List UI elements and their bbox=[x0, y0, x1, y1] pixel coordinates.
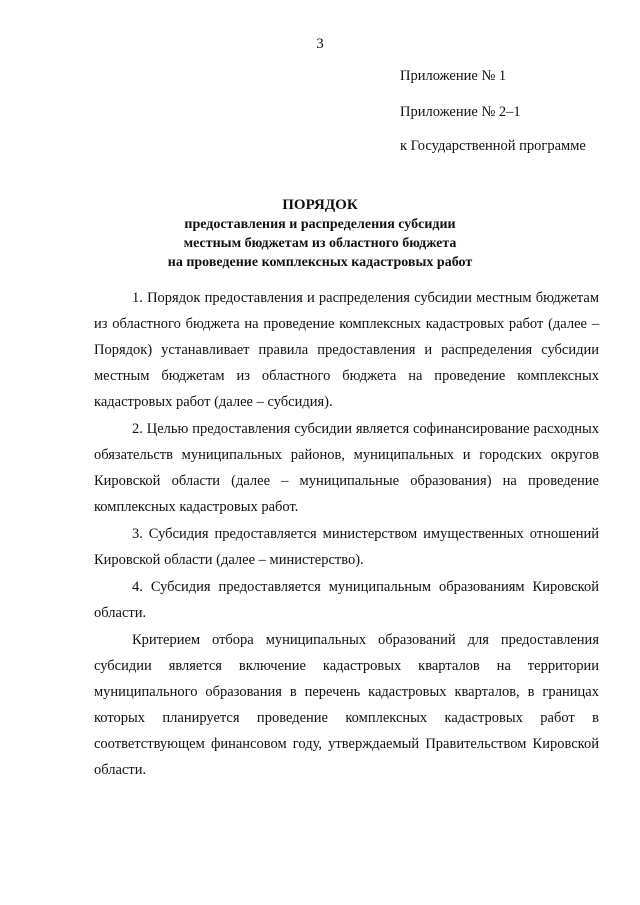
appendix-line-3: к Государственной программе bbox=[400, 138, 586, 154]
paragraph: 3. Субсидия предоставляется министерством имущественных отношений Кировской области (далее – министерство). bbox=[94, 526, 599, 568]
paragraph: 2. Целью предоставления субсидии является софинансирование расходных обязательств муниципальных районов, муниципальных и городских округов Кировской области (далее – муниципальные образования) на проведение комплексных кадастровых работ. bbox=[94, 421, 599, 515]
paragraph: 4. Субсидия предоставляется муниципальным образованиям Кировской области. bbox=[94, 579, 599, 621]
document-title bbox=[120, 196, 520, 272]
title-subtitle-3: на проведение комплексных кадастровых работ bbox=[167, 255, 473, 270]
title-subtitle-2: местным бюджетам из областного бюджета bbox=[183, 236, 457, 251]
page-number: 3 bbox=[316, 36, 324, 52]
title-subtitle-1: предоставления и распределения субсидии bbox=[184, 217, 456, 232]
appendix-line-2: Приложение № 2–1 bbox=[400, 104, 521, 120]
title-main: ПОРЯДОК bbox=[282, 197, 358, 213]
paragraph: 1. Порядок предоставления и распределения субсидии местным бюджетам из областного бюджета на проведение комплексных кадастровых работ (далее – Порядок) устанавливает правила предоставления и распределения субсидии местным бюджетам из областного бюджета на проведение комплексных кадастровых работ (далее – субсидия). bbox=[94, 290, 599, 410]
appendix-line-1: Приложение № 1 bbox=[400, 68, 507, 84]
document-body bbox=[94, 285, 599, 784]
paragraph: Критерием отбора муниципальных образований для предоставления субсидии является включение кадастровых кварталов на территории муниципального образования в перечень кадастровых кварталов, в границах которых планируется проведение комплексных кадастровых работ в соответствующем финансовом году, утверждаемый Правительством Кировской области. bbox=[94, 632, 599, 778]
